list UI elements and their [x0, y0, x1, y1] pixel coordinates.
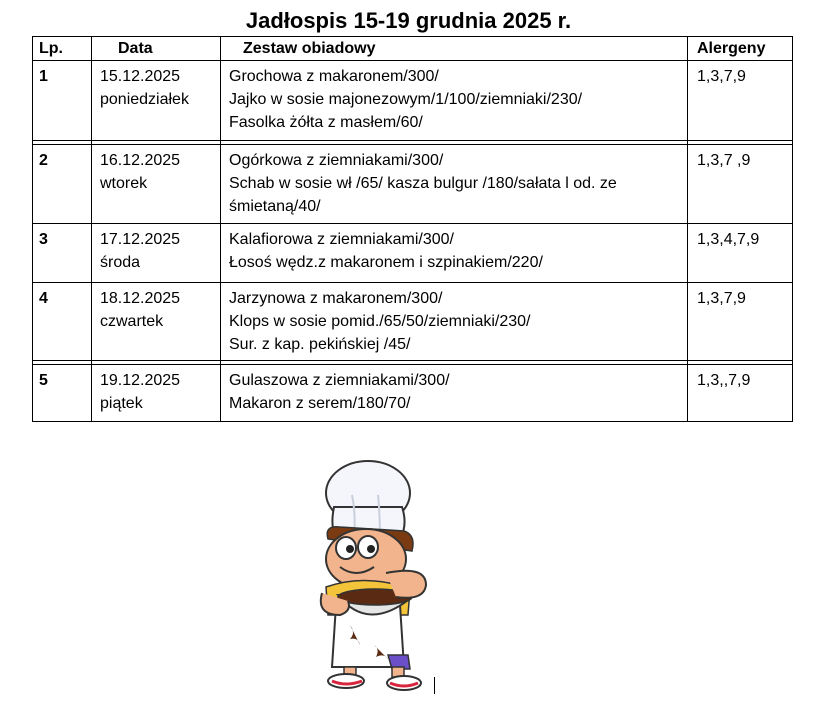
dish: Gulaszowa z ziemniakami/300/ [229, 372, 450, 389]
row-date-cell [92, 365, 221, 422]
dish: Jajko w sosie majonezowym/1/100/ziemniaki/230/ [229, 91, 583, 108]
row-allergens: 1,3,,7,9 [688, 365, 793, 422]
row-date: 19.12.2025 [100, 372, 181, 389]
chef-illustration [300, 455, 430, 695]
row-dishes-cell [221, 145, 688, 224]
row-date: 16.12.2025 [100, 152, 181, 169]
row-dishes-cell [221, 365, 688, 422]
row-date-cell [92, 283, 221, 361]
row-number: 1 [33, 61, 92, 141]
header-data: Data [92, 37, 221, 61]
dish: Grochowa z makaronem/300/ [229, 68, 439, 85]
header-lp: Lp. [33, 37, 92, 61]
row-date-cell [92, 145, 221, 224]
row-number: 5 [33, 365, 92, 422]
table-row [33, 283, 793, 361]
dish: Fasolka żółta z masłem/60/ [229, 114, 423, 131]
row-dishes-cell [221, 61, 688, 141]
menu-table [32, 36, 793, 422]
row-number: 4 [33, 283, 92, 361]
row-allergens: 1,3,7 ,9 [688, 145, 793, 224]
row-date: 17.12.2025 [100, 231, 181, 248]
header-alergeny: Alergeny [688, 37, 793, 61]
dish: Łosoś wędz.z makaronem i szpinakiem/220/ [229, 254, 543, 271]
row-date-cell [92, 61, 221, 141]
row-allergens: 1,3,7,9 [688, 61, 793, 141]
row-date-cell [92, 224, 221, 283]
row-day: wtorek [100, 175, 148, 192]
table-row [33, 365, 793, 422]
header-zestaw: Zestaw obiadowy [221, 37, 688, 61]
page-title: Jadłospis 15-19 grudnia 2025 r. [245, 8, 572, 33]
table-row [33, 145, 793, 224]
row-allergens: 1,3,4,7,9 [688, 224, 793, 283]
row-day: środa [100, 254, 141, 271]
row-date: 18.12.2025 [100, 290, 181, 307]
row-day: czwartek [100, 313, 164, 330]
row-dishes-cell [221, 283, 688, 361]
text-cursor [434, 677, 435, 694]
table-header-row [33, 37, 793, 61]
dish: Ogórkowa z ziemniakami/300/ [229, 152, 444, 169]
row-number: 3 [33, 224, 92, 283]
dish: Schab w sosie wł /65/ kasza bulgur /180/sałata l od. ze śmietaną/40/ [229, 175, 617, 215]
dish: Makaron z serem/180/70/ [229, 395, 411, 412]
dish: Sur. z kap. pekińskiej /45/ [229, 336, 411, 353]
row-number: 2 [33, 145, 92, 224]
dish: Kalafiorowa z ziemniakami/300/ [229, 231, 454, 248]
table-row [33, 61, 793, 141]
row-allergens: 1,3,7,9 [688, 283, 793, 361]
dish: Jarzynowa z makaronem/300/ [229, 290, 443, 307]
row-day: piątek [100, 395, 143, 412]
table-row [33, 224, 793, 283]
row-dishes-cell [221, 224, 688, 283]
row-day: poniedziałek [100, 91, 189, 108]
row-date: 15.12.2025 [100, 68, 181, 85]
dish: Klops w sosie pomid./65/50/ziemniaki/230/ [229, 313, 531, 330]
